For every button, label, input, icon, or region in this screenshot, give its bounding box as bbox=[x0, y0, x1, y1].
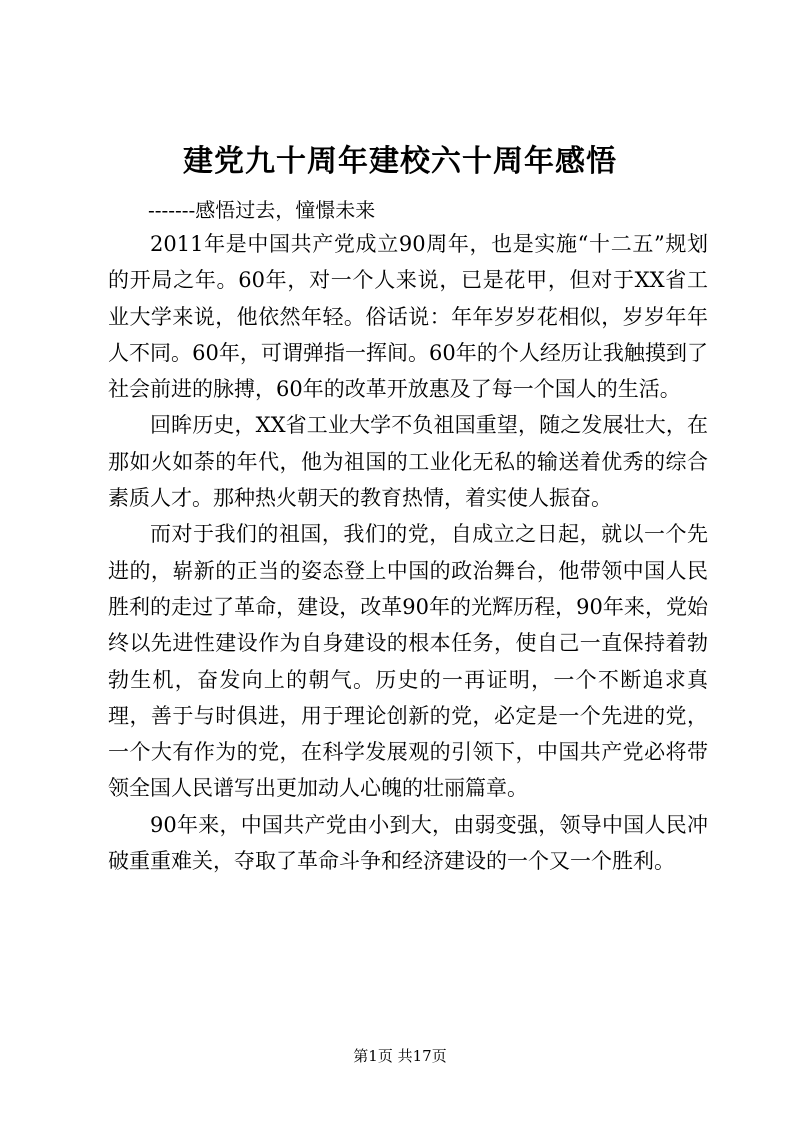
paragraph: 90年来，中国共产党由小到大，由弱变强，领导中国人民冲破重重难关，夺取了革命斗争和经济建设的一个又一个胜利。 bbox=[108, 812, 708, 874]
paragraph: 而对于我们的祖国，我们的党，自成立之日起，就以一个先进的，崭新的正当的姿态登上中国的政治舞台，他带领中国人民胜利的走过了革命，建设，改革90年的光辉历程，90年来，党始终以先进性建设作为自身建设的根本任务，使自己一直保持着勃勃生机，奋发向上的朝气。历史的一再证明，一个不断追求真理，善于与时俱进，用于理论创新的党，必定是一个先进的党，一个大有作为的党，在科学发展观的引领下，中国共产党必将带领全国人民谱写出更加动人心魄的壮丽篇章。 bbox=[108, 522, 708, 801]
document-subtitle: -------感悟过去，憧憬未来 bbox=[148, 198, 376, 222]
document-body bbox=[108, 226, 708, 879]
paragraph: 2011年是中国共产党成立90周年，也是实施“十二五”规划的开局之年。60年，对一个人来说，已是花甲，但对于XX省工业大学来说，他依然年轻。俗话说：年年岁岁花相似，岁岁年年人不同。60年，可谓弹指一挥间。60年的个人经历让我触摸到了社会前进的脉搏，60年的改革开放惠及了每一个国人的生活。 bbox=[108, 232, 708, 402]
document-title: 建党九十周年建校六十周年感悟 bbox=[183, 144, 617, 179]
paragraph: 回眸历史，XX省工业大学不负祖国重望，随之发展壮大，在那如火如荼的年代，他为祖国的工业化无私的输送着优秀的综合素质人才。那种热火朝天的教育热情，着实使人振奋。 bbox=[108, 413, 708, 511]
page-indicator: 第1页 共17页 bbox=[353, 1047, 447, 1065]
